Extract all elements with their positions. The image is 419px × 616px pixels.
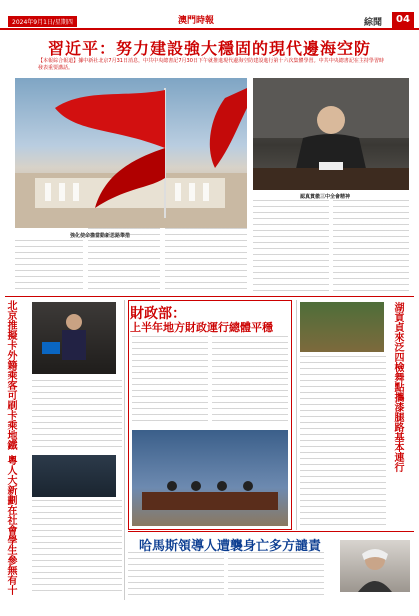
finance-column-1 [132,336,208,426]
article-column-5 [333,200,409,292]
finance-subtitle: 上半年地方財政運行總體平穩 [130,321,273,334]
metro-photo [32,302,116,374]
issue-date: 2024年9月1日/星期四 [8,16,77,27]
bottom-column-2 [228,552,324,600]
section-divider [5,296,414,297]
section-name: 綜聞 [364,18,383,28]
crowd-photo [32,455,116,497]
photo1-caption: 強化使命擔當動新思路舉措 [70,233,131,239]
conference-illustration [132,430,288,526]
left-story-title: 北京推擬卡外籍乘客可刷卡乘地鐵 [5,300,16,450]
column-divider-left [124,300,125,600]
main-headline: 習近平：努力建設強大穩固的現代邊海空防 [47,39,371,58]
article-column-2 [88,228,160,292]
portrait-illustration [340,540,410,592]
article-column-1 [15,240,83,292]
left-story-body [32,380,122,450]
right-story-title: 湖貢貞來泛四檢舞點攜漆腿路基本連行 [392,302,403,472]
bottom-headline: 哈馬斯領導人遭襲身亡多方譴責 [139,539,322,554]
newspaper-logo: 澳門時報 [178,16,215,26]
metro-illustration [32,302,116,374]
left-story-2-body [32,500,122,596]
press-conference-photo [132,430,288,526]
flag-illustration [15,78,247,228]
meeting-illustration [253,78,409,190]
right-story-body [300,356,386,526]
left-vertical-story [5,300,27,450]
agriculture-photo [300,302,384,352]
column-divider-right [296,300,297,530]
main-lead: 【本報綜合報道】據中新社北京7月31日消息，中共中央總書記7月30日下午就推進現代邊海空防建設進行第十六次集體學習。中共中央總書記在主持學習時發表重要講話。 [38,58,384,71]
finance-column-2 [212,336,288,426]
finance-title: 財政部： [130,306,186,322]
photo2-caption: 認真貫徹三中全會精神 [300,194,351,200]
bottom-column-1 [128,552,224,600]
portrait-photo [340,540,410,592]
flag-photo [15,78,247,228]
left-story-2-title: 粵人大新劃在社會學生參無有十 [5,455,16,595]
page-header [0,0,419,30]
bottom-divider [128,531,414,532]
page-number: 04 [392,12,414,28]
leader-photo [253,78,409,190]
article-column-4 [253,200,329,292]
article-column-3 [165,228,247,292]
